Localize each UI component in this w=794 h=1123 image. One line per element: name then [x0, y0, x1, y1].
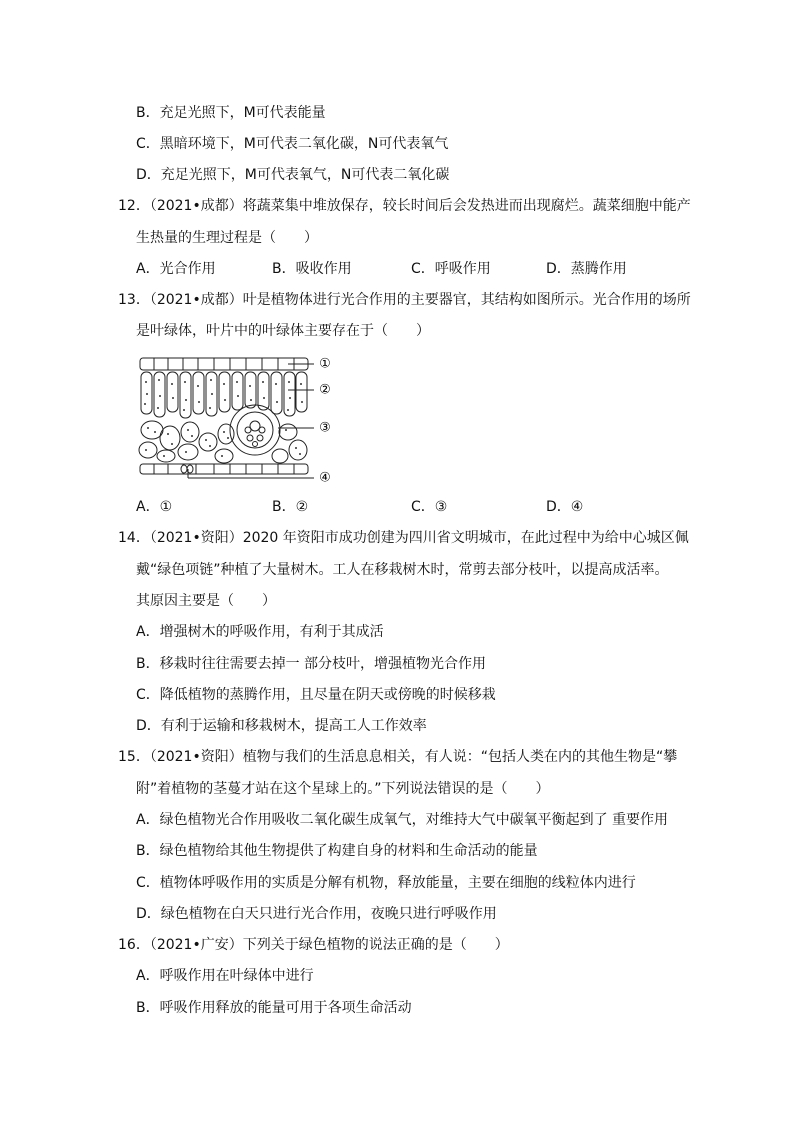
- q15-stem-line2: 附”着植物的茎蔓才站在这个星球上的。”下列说法错误的是（ ）: [136, 781, 550, 797]
- q15-option-b: B．绿色植物给其他生物提供了构建自身的材料和生命活动的能量: [136, 843, 538, 859]
- figure-label-2: ②: [319, 382, 331, 398]
- figure-label-4: ④: [319, 470, 331, 486]
- q12-option-c: C．呼吸作用: [411, 261, 491, 277]
- q14-option-b: B．移栽时往往需要去掉一 部分枝叶，增强植物光合作用: [136, 656, 487, 672]
- figure-label-3: ③: [319, 420, 331, 436]
- q16-stem-line1: 16．（2021•广安）下列关于绿色植物的说法正确的是（ ）: [118, 937, 509, 953]
- q12-option-b: B．吸收作用: [272, 261, 352, 277]
- q13-stem-line2: 是叶绿体，叶片中的叶绿体主要存在于（ ）: [136, 323, 430, 339]
- q14-option-d: D．有利于运输和移栽树木，提高工人工作效率: [136, 718, 427, 734]
- q13-option-d: D．④: [546, 499, 584, 515]
- q15-option-a: A．绿色植物光合作用吸收二氧化碳生成氧气，对维持大气中碳氧平衡起到了 重要作用: [136, 812, 669, 828]
- q14-option-a: A．增强树木的呼吸作用，有利于其成活: [136, 624, 384, 640]
- q16-option-a: A．呼吸作用在叶绿体中进行: [136, 968, 314, 984]
- q15-option-d: D．绿色植物在白天只进行光合作用，夜晚只进行呼吸作用: [136, 906, 497, 922]
- q15-stem-line1: 15．（2021•资阳）植物与我们的生活息息相关，有人说：“包括人类在内的其他生物是“攀: [118, 749, 678, 765]
- option-b: B．充足光照下，M可代表能量: [136, 105, 326, 121]
- q12-option-d: D．蒸腾作用: [546, 261, 627, 277]
- figure-label-1: ①: [319, 356, 331, 372]
- option-c: C．黑暗环境下，M可代表二氧化碳，N可代表氧气: [136, 136, 449, 152]
- palisade-layer: [141, 372, 307, 418]
- q13-option-c: C．③: [411, 499, 448, 515]
- q12-option-a: A．光合作用: [136, 261, 216, 277]
- q16-option-b: B．呼吸作用释放的能量可用于各项生命活动: [136, 1000, 412, 1016]
- upper-epidermis: [140, 358, 308, 370]
- q14-stem-line1: 14．（2021•资阳）2020 年资阳市成功创建为四川省文明城市，在此过程中为给中心城区佩: [118, 530, 689, 546]
- q15-option-c: C．植物体呼吸作用的实质是分解有机物，释放能量，主要在细胞的线粒体内进行: [136, 875, 636, 891]
- leaf-cross-section-figure: [138, 352, 338, 487]
- q14-stem-line2: 戴“绿色项链”种植了大量树木。工人在移栽树木时，常剪去部分枝叶，以提高成活率。: [136, 562, 669, 578]
- leaf-vein: [230, 405, 280, 455]
- q13-option-a: A．①: [136, 499, 173, 515]
- q12-stem-line1: 12．（2021•成都）将蔬菜集中堆放保存，较长时间后会发热进而出现腐烂。蔬菜细胞中能产: [118, 198, 691, 214]
- q13-stem-line1: 13．（2021•成都）叶是植物体进行光合作用的主要器官，其结构如图所示。光合作用的场所: [118, 292, 691, 308]
- option-d: D．充足光照下，M可代表氧气，N可代表二氧化碳: [136, 167, 450, 183]
- q14-stem-line3: 其原因主要是（ ）: [136, 593, 276, 609]
- lower-epidermis: [140, 464, 308, 474]
- stoma: [181, 465, 193, 473]
- q12-stem-line2: 生热量的生理过程是（ ）: [136, 230, 318, 246]
- q14-option-c: C．降低植物的蒸腾作用，且尽量在阴天或傍晚的时候移栽: [136, 687, 496, 703]
- q13-option-b: B．②: [272, 499, 309, 515]
